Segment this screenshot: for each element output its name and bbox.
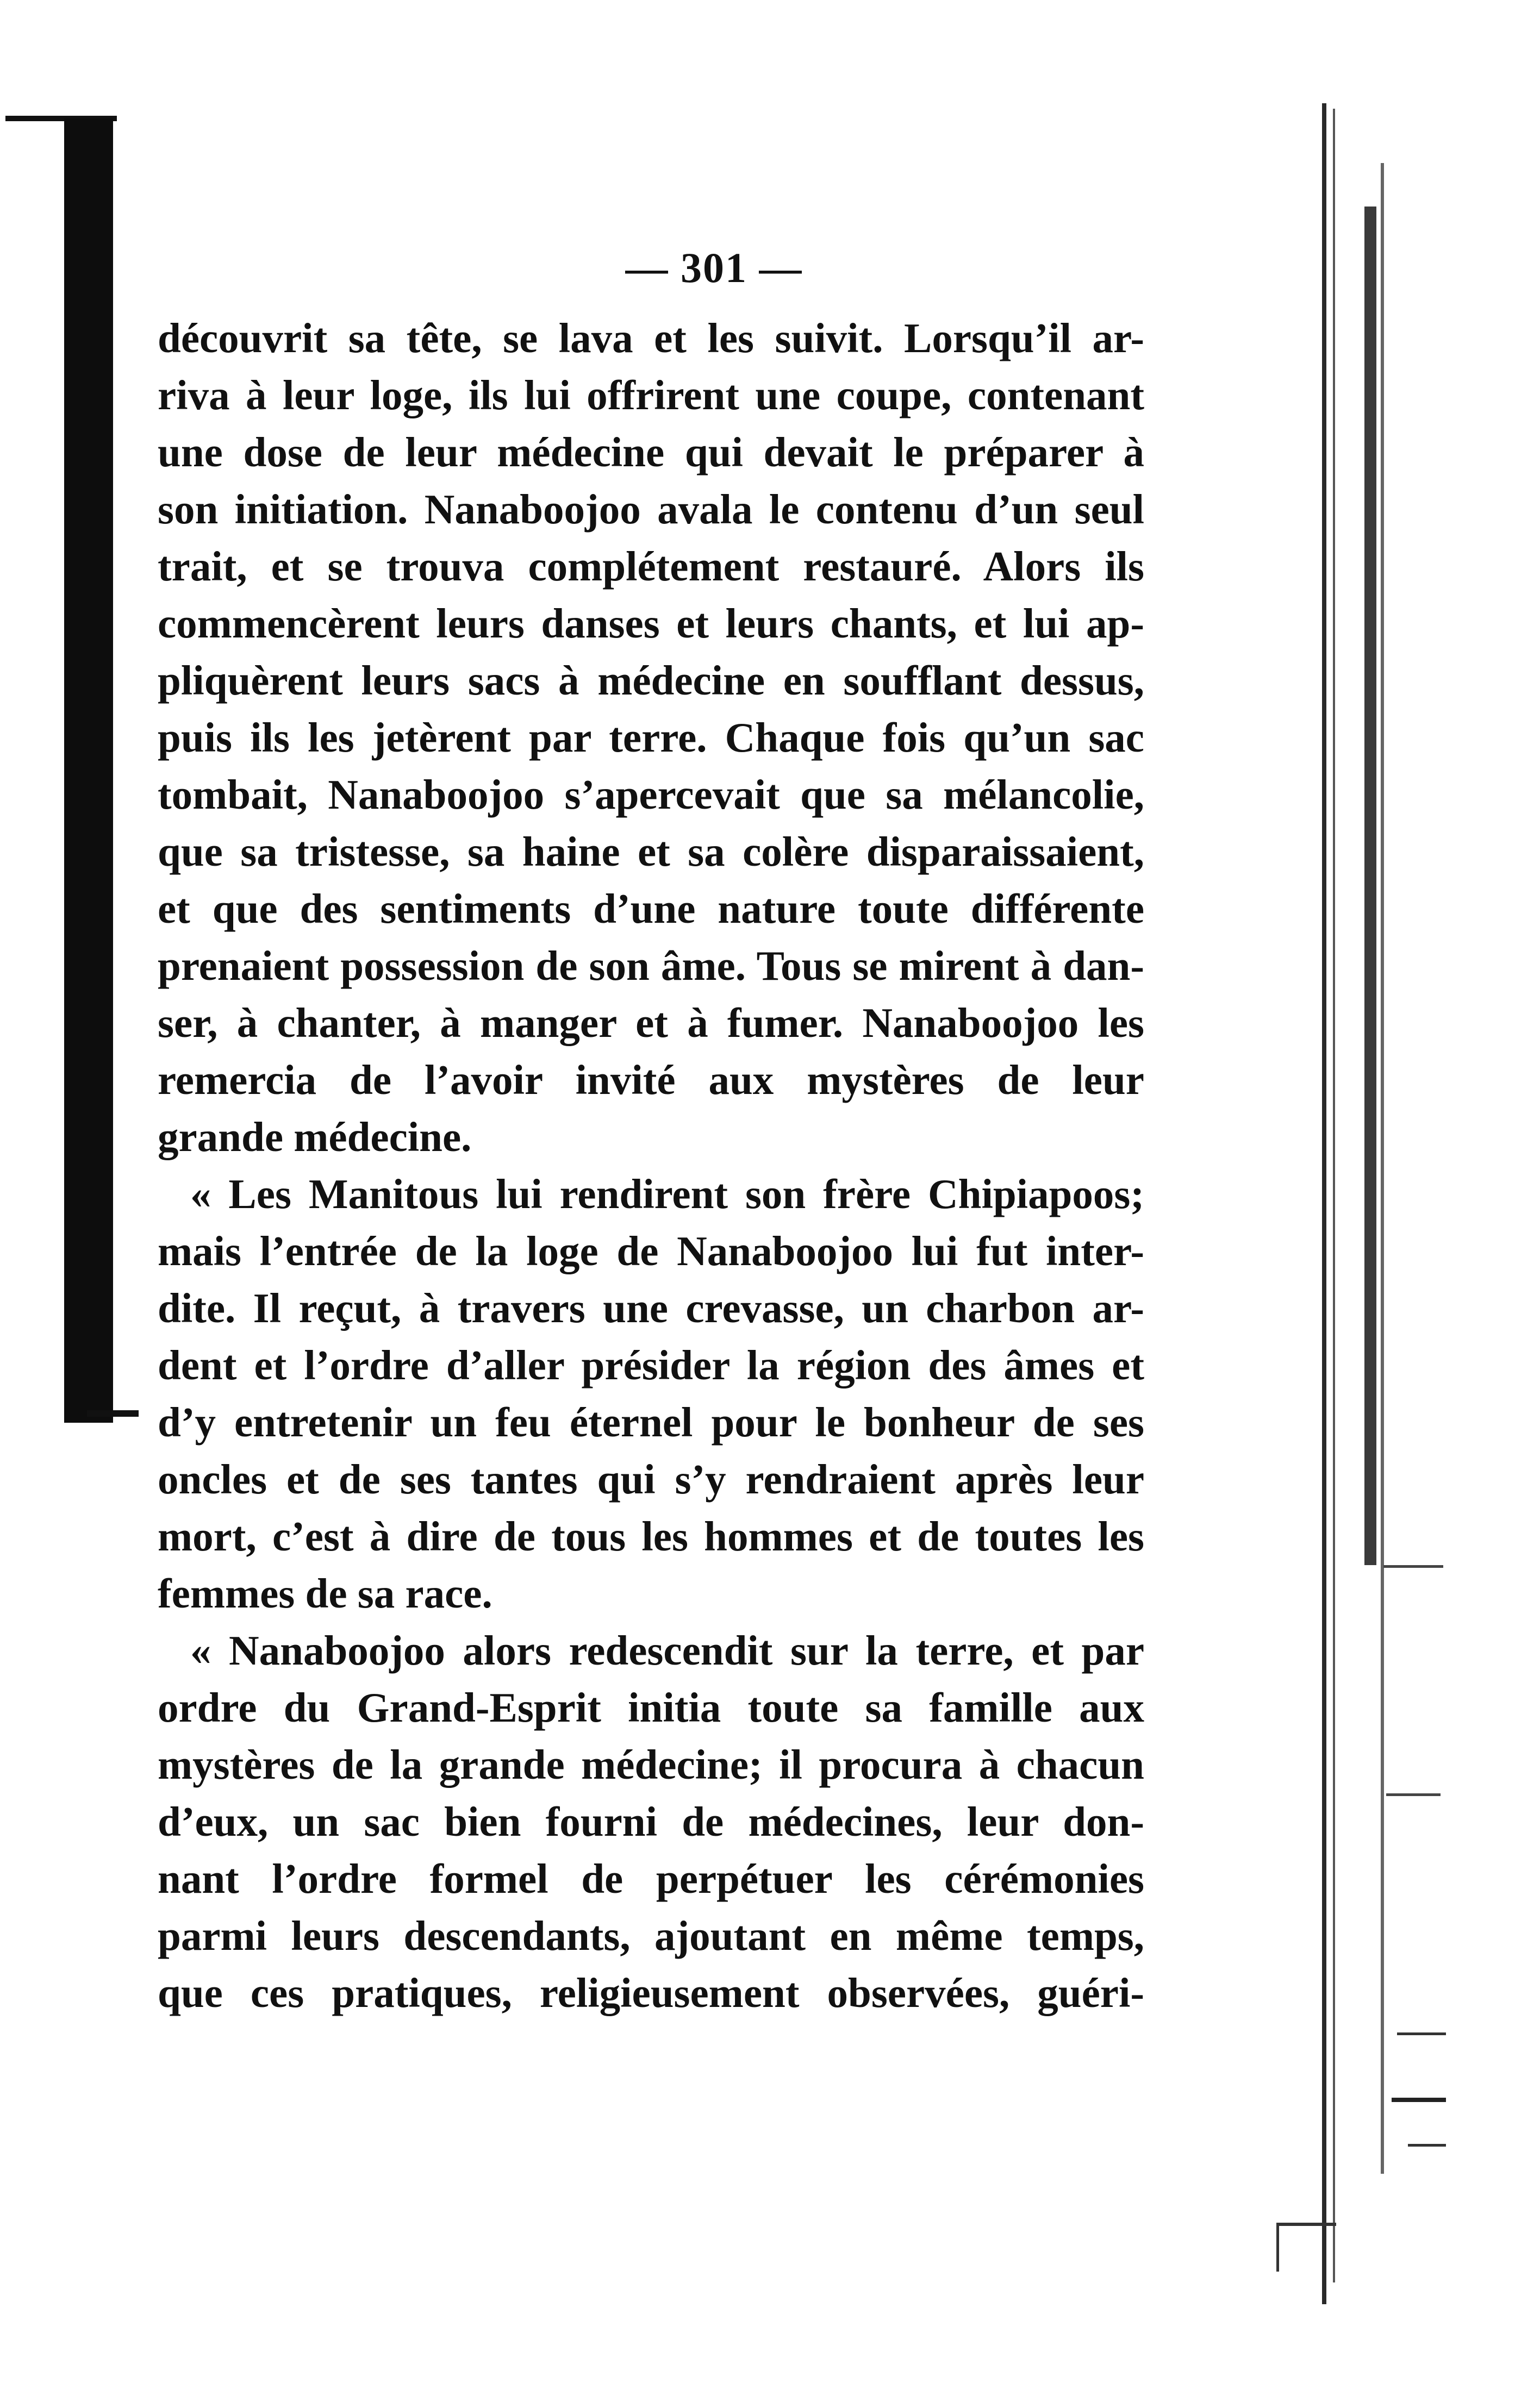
edge-artifact [1383,1565,1443,1568]
paragraph [158,1166,1144,1622]
text-line: d’y entretenir un feu éternel pour le bonheur de ses [158,1399,1144,1446]
paragraph [158,1622,1144,2022]
text-line: « Nanaboojoo alors redescendit sur la terre, et par [190,1627,1144,1674]
text-line: femmes de sa race. [158,1570,492,1617]
edge-artifact [1392,2098,1446,2102]
text-line: parmi leurs descendants, ajoutant en même temps, [158,1912,1144,1959]
binding-bar-dash [87,1410,139,1417]
text-line: « Les Manitous lui rendirent son frère Chipiapoos; [190,1171,1144,1217]
paragraph [158,310,1144,1166]
edge-artifact [1276,2223,1279,2272]
text-line: mystères de la grande médecine; il procura à chacun [158,1741,1144,1788]
text-line: trait, et se trouva complétement restauré. Alors ils [158,543,1144,590]
text-line: que ces pratiques, religieusement observées, guéri- [158,1969,1144,2016]
text-line: son initiation. Nanaboojoo avala le contenu d’un seul [158,486,1144,533]
edge-artifact [1276,2223,1336,2226]
text-line: mort, c’est à dire de tous les hommes et de toutes les [158,1513,1144,1560]
text-line: prenaient possession de son âme. Tous se mirent à dan- [158,942,1144,989]
text-line: remercia de l’avoir invité aux mystères de leur [158,1056,1144,1103]
edge-artifact [1381,163,1384,2174]
edge-artifact [1386,1793,1441,1796]
text-line: d’eux, un sac bien fourni de médecines, leur don- [158,1798,1144,1845]
text-line: dent et l’ordre d’aller présider la région des âmes et [158,1342,1144,1388]
edge-artifact [1397,2032,1446,2035]
text-line: oncles et de ses tantes qui s’y rendraient après leur [158,1456,1144,1503]
text-line: ordre du Grand-Esprit initia toute sa famille aux [158,1684,1144,1731]
text-line: pliquèrent leurs sacs à médecine en soufflant dessus, [158,657,1144,704]
text-line: puis ils les jetèrent par terre. Chaque fois qu’un sac [158,714,1144,761]
text-line: grande médecine. [158,1114,472,1160]
edge-artifact [1408,2144,1446,2147]
text-line: riva à leur loge, ils lui offrirent une coupe, contenant [158,372,1144,418]
body-text [158,310,1144,2022]
page-number: — 301 — [625,244,803,291]
edge-artifact [1333,109,1335,2282]
text-line: dite. Il reçut, à travers une crevasse, un charbon ar- [158,1285,1144,1331]
text-line: découvrit sa tête, se lava et les suivit. Lorsqu’il ar- [158,315,1144,361]
text-line: et que des sentiments d’une nature toute différente [158,885,1144,932]
text-line: mais l’entrée de la loge de Nanaboojoo lui fut inter- [158,1228,1144,1274]
binding-bar [64,118,113,1423]
text-line: tombait, Nanaboojoo s’apercevait que sa mélancolie, [158,771,1144,818]
edge-artifact [1322,103,1326,2304]
text-line: nant l’ordre formel de perpétuer les cérémonies [158,1855,1144,1902]
text-line: ser, à chanter, à manger et à fumer. Nanaboojoo les [158,999,1144,1046]
text-line: une dose de leur médecine qui devait le préparer à [158,429,1144,476]
text-line: que sa tristesse, sa haine et sa colère disparaissaient, [158,828,1144,875]
text-line: commencèrent leurs danses et leurs chants, et lui ap- [158,600,1144,647]
edge-artifact [1364,207,1376,1565]
